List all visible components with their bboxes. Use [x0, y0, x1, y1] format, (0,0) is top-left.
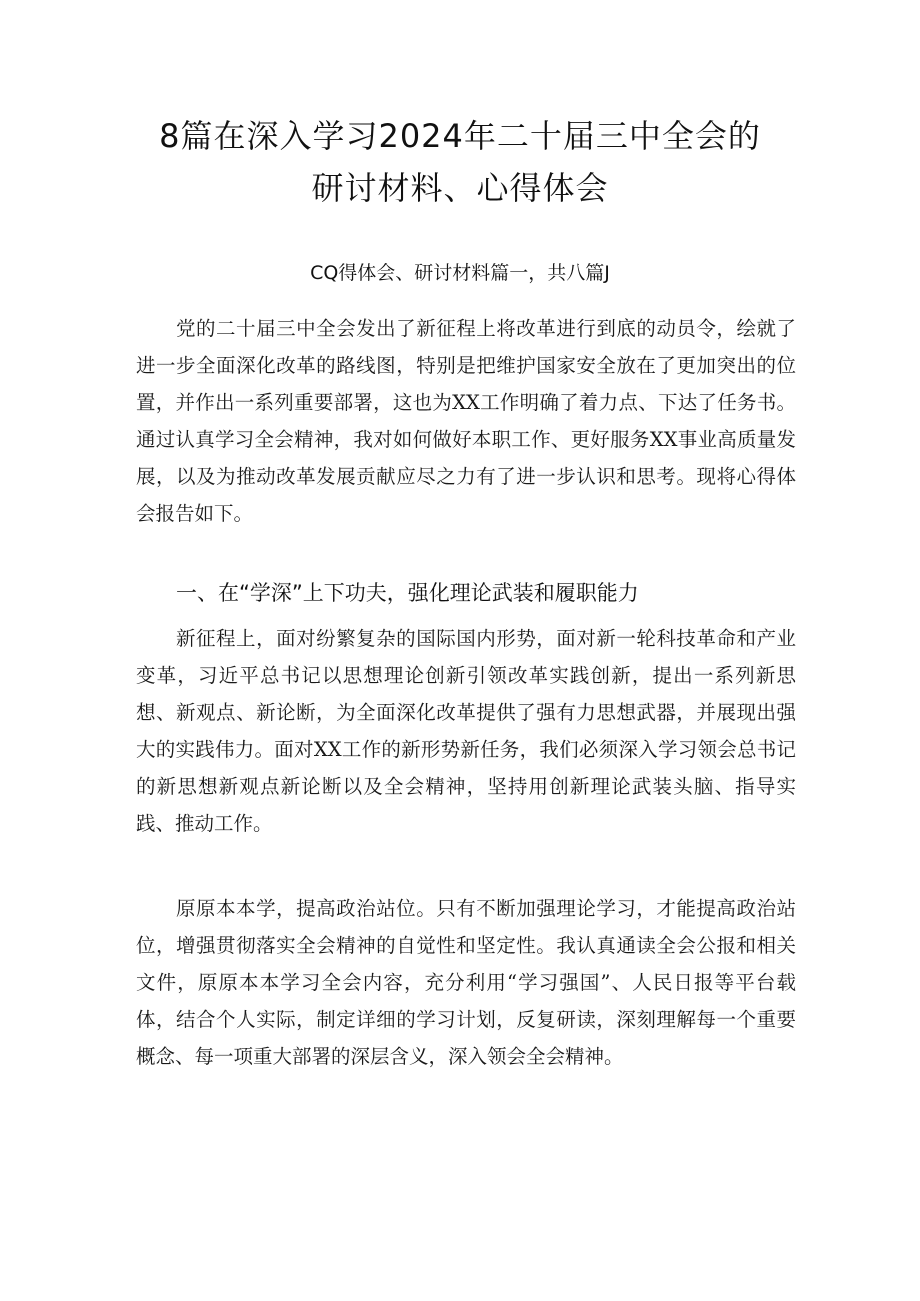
title-line-1: 8篇在深入学习2024年二十届三中全会的 [159, 117, 761, 155]
paragraph-section-1-point-1: 原原本本学，提高政治站位。只有不断加强理论学习，才能提高政治站位，增强贯彻落实全会精神的自觉性和坚定性。我认真通读全会公报和相关文件，原原本本学习全会内容，充分利用“学习强国”、人民日报等平台载体，结合个人实际，制定详细的学习计划，反复研读，深刻理解每一个重要概念、每一项重大部署的深层含义，深入领会全会精神。 [136, 897, 796, 1068]
paragraph-section-1: 新征程上，面对纷繁复杂的国际国内形势，面对新一轮科技革命和产业变革，习近平总书记以思想理论创新引领改革实践创新，提出一系列新思想、新观点、新论断，为全面深化改革提供了强有力思想武器，并展现出强大的实践伟力。面对XX工作的新形势新任务，我们必须深入学习领会总书记的新思想新观点新论断以及全会精神，坚持用创新理论武装头脑、指导实践、推动工作。 [136, 627, 796, 835]
section-heading-1: 一、在“学深”上下功夫，强化理论武装和履职能力 [176, 581, 639, 605]
title-line-2: 研讨材料、心得体会 [311, 169, 609, 207]
document-title [0, 110, 920, 214]
document-subtitle: CQ得体会、研讨材料篇一，共八篇J [310, 262, 610, 284]
paragraph-intro: 党的二十届三中全会发出了新征程上将改革进行到底的动员令，绘就了进一步全面深化改革的路线图，特别是把维护国家安全放在了更加突出的位置，并作出一系列重要部署，这也为XX工作明确了着力点、下达了任务书。通过认真学习全会精神，我对如何做好本职工作、更好服务XX事业高质量发展，以及为推动改革发展贡献应尽之力有了进一步认识和思考。现将心得体会报告如下。 [136, 317, 796, 525]
